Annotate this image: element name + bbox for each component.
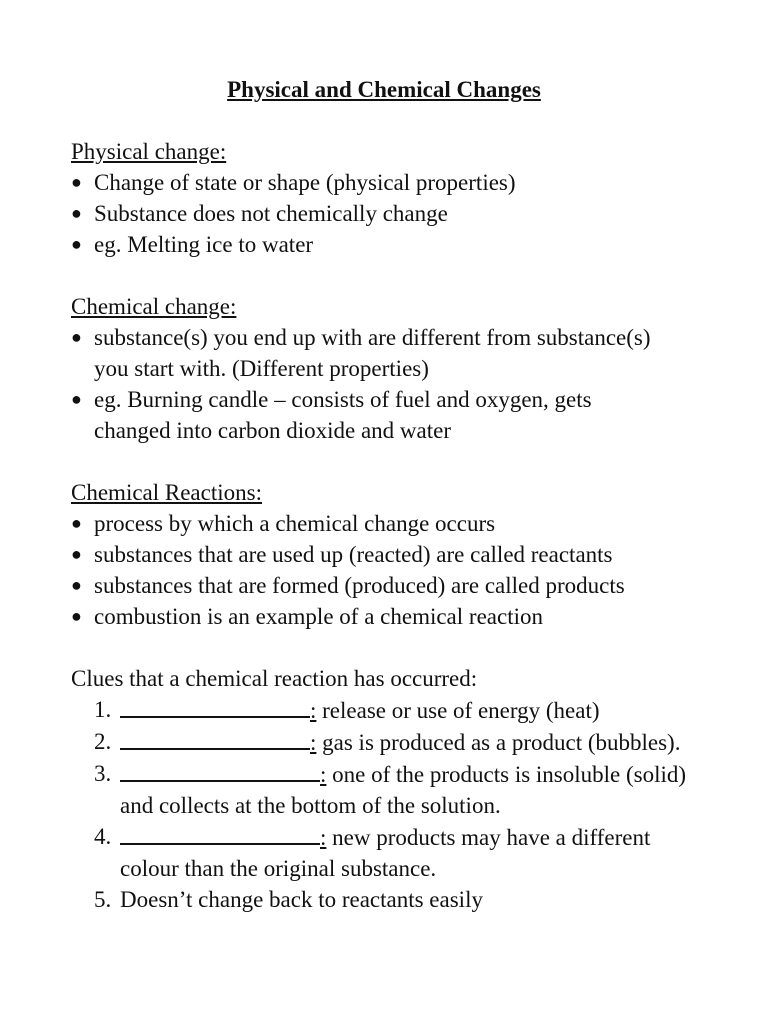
list-item-text: Doesn’t change back to reactants easily	[120, 887, 483, 912]
physical-change-list	[71, 167, 711, 260]
chemical-change-heading: Chemical change:	[71, 294, 237, 319]
answer-blank[interactable]	[120, 758, 320, 782]
chemical-change-list	[71, 322, 651, 446]
list-item	[71, 694, 691, 726]
chemical-change-section	[71, 291, 651, 446]
chemical-reactions-heading: Chemical Reactions:	[71, 480, 262, 505]
list-item	[71, 539, 711, 570]
bullet-icon: ●	[71, 575, 82, 595]
bullet-icon: ●	[71, 389, 82, 409]
list-item-text: gas is produced as a product (bubbles).	[316, 730, 681, 755]
physical-change-heading: Physical change:	[71, 139, 227, 164]
bullet-icon: ●	[71, 234, 82, 254]
list-number: 4.	[94, 824, 112, 849]
list-item	[71, 198, 711, 229]
clues-section	[71, 663, 691, 915]
list-number: 5.	[94, 887, 112, 912]
list-item-text: combustion is an example of a chemical reaction	[94, 604, 543, 629]
list-item-text: substances that are used up (reacted) are called reactants	[94, 542, 613, 567]
page-title: Physical and Chemical Changes	[227, 77, 541, 102]
list-number: 2.	[94, 729, 112, 754]
list-item	[71, 821, 691, 884]
blank-colon: :	[320, 825, 327, 850]
list-item-text: substances that are formed (produced) are called products	[94, 573, 625, 598]
list-item-text: release or use of energy (heat)	[316, 698, 600, 723]
physical-change-section	[71, 136, 711, 260]
list-item-text: new products may have a different colour than the original substance.	[120, 825, 651, 881]
list-number: 1.	[94, 697, 112, 722]
bullet-icon: ●	[71, 327, 82, 347]
list-item-text: eg. Burning candle – consists of fuel and oxygen, gets changed into carbon dioxide and water	[94, 387, 592, 443]
list-item-text: one of the products is insoluble (solid) and collects at the bottom of the solution.	[120, 762, 687, 818]
list-item	[71, 384, 651, 446]
list-item-text: Substance does not chemically change	[94, 201, 448, 226]
list-item-text: substance(s) you end up with are different from substance(s) you start with. (Different properties)	[94, 325, 651, 381]
list-item	[71, 758, 691, 821]
list-item-text: Change of state or shape (physical properties)	[94, 170, 516, 195]
blank-colon: :	[320, 762, 327, 787]
blank-colon: :	[310, 730, 317, 755]
bullet-icon: ●	[71, 172, 82, 192]
clues-heading: Clues that a chemical reaction has occurred:	[71, 666, 478, 691]
list-item	[71, 570, 711, 601]
blank-colon: :	[310, 698, 317, 723]
bullet-icon: ●	[71, 513, 82, 533]
chemical-reactions-list	[71, 508, 711, 632]
list-item	[71, 726, 691, 758]
bullet-icon: ●	[71, 544, 82, 564]
list-item	[71, 884, 691, 915]
list-item	[71, 322, 651, 384]
clues-list	[71, 694, 691, 915]
list-item-text: eg. Melting ice to water	[94, 232, 314, 257]
list-item-text: process by which a chemical change occurs	[94, 511, 496, 536]
answer-blank[interactable]	[120, 726, 310, 750]
list-item	[71, 167, 711, 198]
list-item	[71, 229, 711, 260]
answer-blank[interactable]	[120, 694, 310, 718]
bullet-icon: ●	[71, 203, 82, 223]
bullet-icon: ●	[71, 606, 82, 626]
list-number: 3.	[94, 761, 112, 786]
list-item	[71, 508, 711, 539]
list-item	[71, 601, 711, 632]
answer-blank[interactable]	[120, 821, 320, 845]
chemical-reactions-section	[71, 477, 711, 632]
